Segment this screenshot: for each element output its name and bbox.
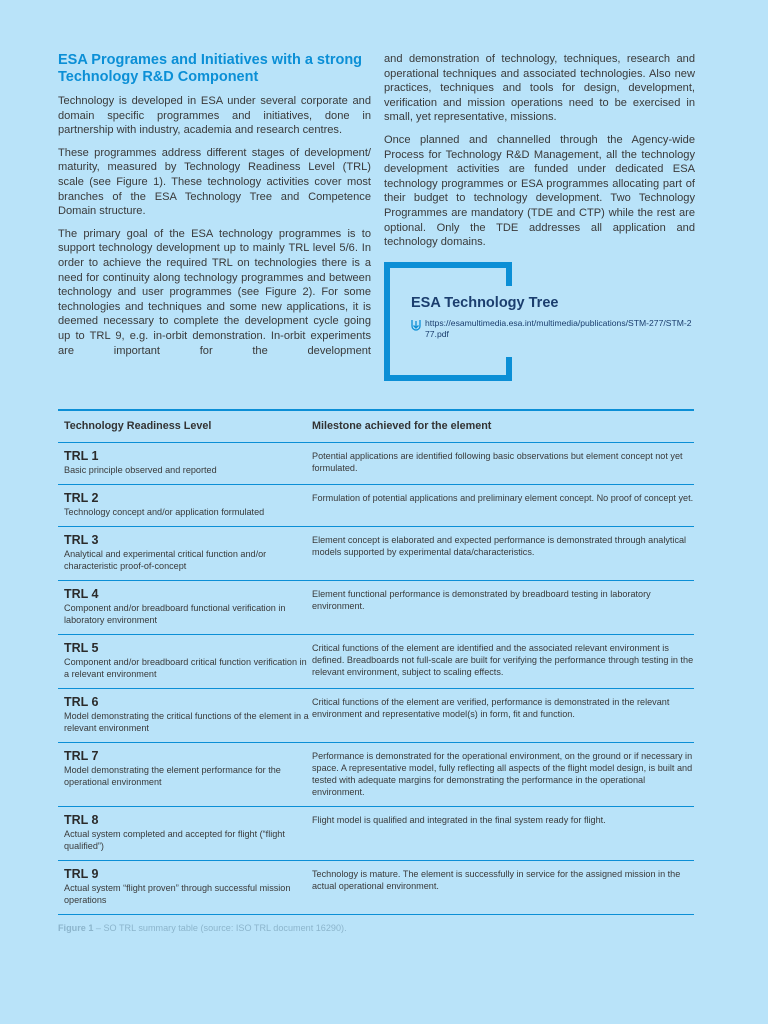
table-row — [58, 527, 694, 581]
trl-description: Component and/or breadboard functional verification in laboratory environment — [64, 603, 286, 625]
left-paragraph-3: The primary goal of the ESA technology programmes is to support technology development up to mainly TRL level 5/6. In order to achieve the required TRL on technologies there is a need for continuity along technology programmes and between technology and user programmes (see Figure 2). For some technologies and techniques and some new applications, it is deemed necessary to complete the development cycle going up to TRL 9, e.g. in-orbit demonstration. In-orbit experiments are important for the development — [58, 227, 371, 357]
trl-level: TRL 8 — [64, 813, 99, 827]
table-row — [58, 581, 694, 635]
header-milestone: Milestone achieved for the element — [312, 420, 492, 432]
trl-description: Actual system “flight proven” through successful mission operations — [64, 883, 291, 905]
caption-label: Figure 1 — [58, 923, 94, 933]
trl-milestone: Flight model is qualified and integrated in the final system ready for flight. — [312, 815, 606, 825]
trl-description: Model demonstrating the critical functions of the element in a relevant environment — [64, 711, 309, 733]
trl-table — [58, 409, 694, 915]
table-row — [58, 807, 694, 861]
frame-cap-top — [506, 268, 512, 286]
left-paragraph-2: These programmes address different stages of development/ maturity, measured by Technology Readiness Level (TRL) scale (see Figure 1). These technology activities cover most branches of the ESA Technology Tree and Competence Domain structure. — [58, 146, 371, 218]
left-paragraph-1: Technology is developed in ESA under several corporate and domain specific programmes and initiatives, done in partnership with industry, academia and research centres. — [58, 95, 371, 137]
trl-description: Component and/or breadboard critical function verification in a relevant environment — [64, 657, 307, 679]
table-row — [58, 635, 694, 689]
trl-description: Analytical and experimental critical function and/or characteristic proof-of-concept — [64, 549, 267, 571]
caption-text: – SO TRL summary table (source: ISO TRL document 16290). — [93, 923, 347, 933]
table-row — [58, 689, 694, 743]
frame-cap-bottom — [506, 357, 512, 375]
trl-milestone: Element functional performance is demonstrated by breadboard testing in laboratory environment. — [312, 589, 651, 611]
trl-level: TRL 3 — [64, 533, 99, 547]
trl-level: TRL 4 — [64, 587, 99, 601]
figure-caption — [58, 923, 347, 933]
right-paragraph-1: and demonstration of technology, techniques, research and operational techniques and associated technologies. Also new practices, techniques and tools for design, development, verification and mission operations need to be exercised in small, yet representative, missions. — [384, 53, 695, 124]
table-row — [58, 861, 694, 915]
trl-level: TRL 2 — [64, 491, 99, 505]
trl-description: Technology concept and/or application formulated — [64, 507, 265, 517]
table-header-row — [58, 411, 694, 443]
trl-level: TRL 7 — [64, 749, 99, 763]
trl-level: TRL 6 — [64, 695, 99, 709]
trl-description: Actual system completed and accepted for flight (“flight qualified”) — [64, 829, 285, 851]
trl-milestone: Technology is mature. The element is successfully in service for the assigned mission in the actual operational environment. — [312, 869, 681, 891]
section-heading: ESA Programes and Initiatives with a strong Technology R&D Component — [58, 52, 363, 85]
right-column — [384, 52, 695, 258]
trl-level: TRL 9 — [64, 867, 99, 881]
left-column — [58, 52, 371, 366]
publication-url[interactable]: https://esamultimedia.esa.int/multimedia/publications/STM-277/STM-277.pdf — [425, 318, 692, 339]
trl-milestone: Formulation of potential applications and preliminary element concept. No proof of concept yet. — [312, 493, 694, 503]
link-box-title: ESA Technology Tree — [411, 295, 559, 311]
trl-description: Basic principle observed and reported — [64, 465, 217, 475]
header-trl: Technology Readiness Level — [64, 420, 212, 432]
trl-level: TRL 1 — [64, 449, 99, 463]
table-row — [58, 485, 694, 527]
table-row — [58, 743, 694, 807]
right-paragraph-2: Once planned and channelled through the Agency-wide Process for Technology R&D Management, all the technology development activities are funded under dedicated ESA technology programmes or ESA programmes allocating part of their budget to technology development. Two Technology Programmes are mandatory (TDE and CTP) while the rest are optional. Only the TDE addresses all application and technology domains. — [384, 133, 695, 249]
trl-milestone: Critical functions of the element are identified and the associated relevant environment is defined. Breadboards not full-scale are built for verifying the performance through testing in the relevant environment, subject to scaling effects. — [312, 643, 694, 677]
trl-milestone: Element concept is elaborated and expected performance is demonstrated through analytical models supported by experimental data/characteristics. — [312, 535, 687, 557]
trl-milestone: Potential applications are identified following basic observations but element concept not yet formulated. — [312, 451, 683, 473]
trl-milestone: Performance is demonstrated for the operational environment, on the ground or if necessary in space. A representative model, fully reflecting all aspects of the flight model design, is built and tested with adequate margins for demonstrating the performance in the operational environment. — [312, 751, 693, 797]
trl-level: TRL 5 — [64, 641, 99, 655]
download-icon — [411, 319, 421, 331]
table-row — [58, 443, 694, 485]
publication-link[interactable] — [411, 318, 696, 339]
trl-milestone: Critical functions of the element are verified, performance is demonstrated in the relevant environment and representative model(s) in form, fit and function. — [312, 697, 670, 719]
trl-description: Model demonstrating the element performance for the operational environment — [64, 765, 281, 787]
